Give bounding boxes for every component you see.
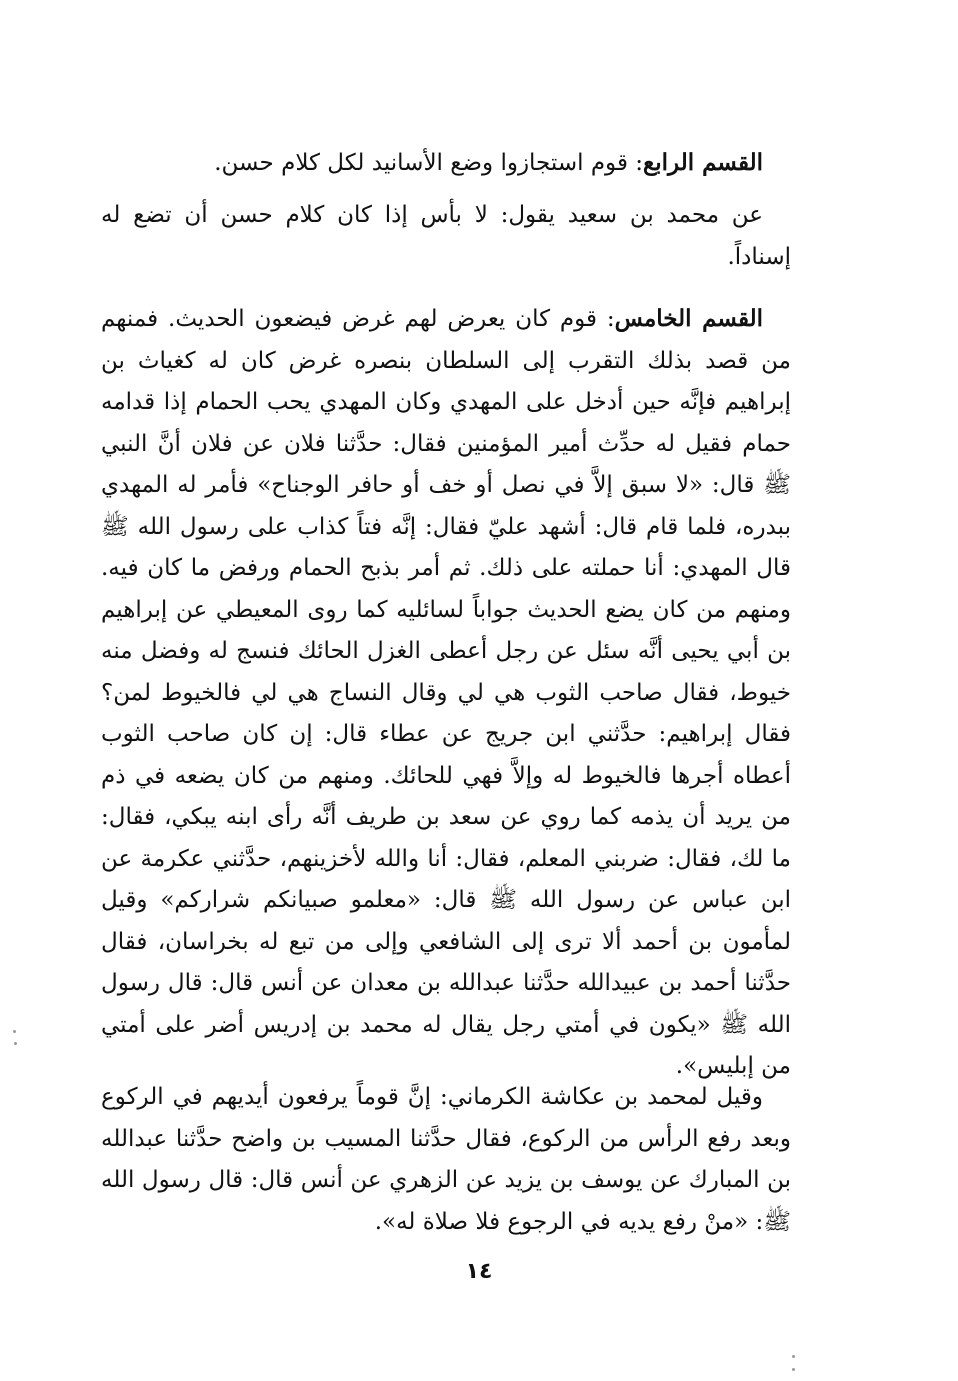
paragraph-ibn-said bbox=[101, 195, 791, 278]
section-heading-fourth: القسم الرابع bbox=[643, 149, 763, 176]
scan-speck bbox=[792, 1355, 795, 1358]
paragraph-text: : قوم كان يعرض لهم غرض فيضعون الحديث. فمنهم من قصد بذلك التقرب إلى السلطان بنصره غرض كان له كغياث بن إبراهيم فإنَّه حين أدخل على المهدي وكان المهدي يحب الحمام إذا قدامه حمام فقيل له حدِّث أمير المؤمنين فقال: حدَّثنا فلان عن فلان أنَّ النبي ﷺ قال: «لا سبق إلاَّ في نصل أو خف أو حافر الوجناح» فأمر له المهدي ببدره، فلما قام قال: أشهد عليّ فقال: إنَّه فتاً كذاب على رسول الله ﷺ قال المهدي: أنا حملته على ذلك. ثم أمر بذبح الحمام ورفض ما كان فيه. ومنهم من كان يضع الحديث جواباً لسائليه كما روى المعيطي عن إبراهيم بن أبي يحيى أنَّه سئل عن رجل أعطى الغزل الحائك فنسج له وفضل منه خيوط، فقال صاحب الثوب هي لي وقال النساج هي لي فالخيوط لمن؟ فقال إبراهيم: حدَّثني ابن جريج عن عطاء قال: إن كان صاحب الثوب أعطاه أجرها فالخيوط له وإلاَّ فهي للحائك. ومنهم من كان يضعه في ذم من يريد أن يذمه كما روي عن سعد بن طريف أنَّه رأى ابنه يبكي، فقال: ما لك، فقال: ضربني المعلم، فقال: أنا والله لأخزينهم، حدَّثني عكرمة عن ابن عباس عن رسول الله ﷺ قال: «معلمو صبيانكم شراركم» وقيل لمأمون بن أحمد ألا ترى إلى الشافعي وإلى من تبع له بخراسان، فقال حدَّثنا أحمد بن عبيدالله حدَّثنا عبدالله بن معدان عن أنس قال: قال رسول الله ﷺ «يكون في أمتي رجل يقال له محمد بن إدريس أضر على أمتي من إبليس». bbox=[101, 306, 791, 1079]
paragraph-text: وقيل لمحمد بن عكاشة الكرماني: إنَّ قوماً يرفعون أيديهم في الركوع وبعد رفع الرأس من الركوع، فقال حدَّثنا المسيب بن واضح حدَّثنا عبدالله بن المبارك عن يوسف بن يزيد عن الزهري عن أنس قال: قال رسول الله ﷺ: «منْ رفع يديه في الرجوع فلا صلاة له». bbox=[101, 1084, 791, 1235]
paragraph-fourth-category bbox=[101, 142, 791, 185]
scan-speck bbox=[14, 1042, 17, 1045]
page-number: ١٤ bbox=[465, 1259, 493, 1284]
scan-speck bbox=[13, 1030, 16, 1033]
paragraph-kirmani bbox=[101, 1077, 791, 1243]
scan-speck bbox=[792, 1368, 795, 1371]
section-fourth bbox=[101, 142, 791, 185]
section-fifth-example bbox=[101, 1077, 791, 1243]
section-fourth-example bbox=[101, 195, 791, 278]
paragraph-text: عن محمد بن سعيد يقول: لا بأس إذا كان كلام حسن أن تضع له إسناداً. bbox=[101, 202, 791, 270]
paragraph-fifth-category bbox=[101, 298, 791, 1088]
section-fifth bbox=[101, 298, 791, 1088]
section-heading-fifth: القسم الخامس bbox=[614, 305, 763, 332]
paragraph-text: : قوم استجازوا وضع الأسانيد لكل كلام حسن. bbox=[214, 150, 643, 176]
